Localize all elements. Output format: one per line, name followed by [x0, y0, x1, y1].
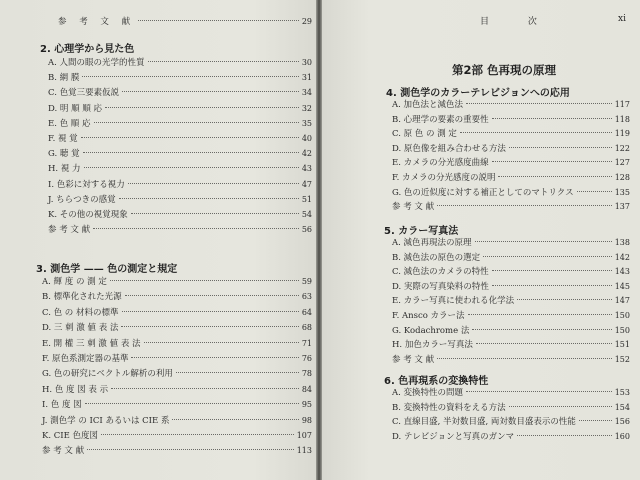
leader-dots: [509, 406, 612, 407]
running-header: 目 次: [480, 17, 555, 27]
leader-dots: [85, 403, 299, 404]
toc-entry: [48, 57, 312, 69]
chapter-heading: 6. 色再現系の変換特性: [384, 376, 489, 387]
toc-entry-page: 150: [614, 325, 630, 335]
toc-entry-label: I. 色彩に対する視力: [48, 179, 125, 190]
toc-entry: [392, 295, 630, 307]
toc-entry-page: 35: [301, 118, 312, 128]
toc-entry: [42, 399, 312, 411]
leader-dots: [579, 420, 612, 421]
leader-dots: [498, 176, 611, 177]
toc-entry: [392, 402, 630, 414]
toc-entry-label: H. 視 力: [48, 164, 81, 175]
toc-entry: [42, 415, 312, 427]
toc-entry-label: H. 加色カラー写真法: [392, 340, 473, 351]
leader-dots: [472, 329, 611, 330]
toc-entry-label: B. 減色法の原色の選定: [392, 252, 481, 263]
toc-entry-label: C. 原 色 の 測 定: [392, 129, 457, 140]
toc-entry-page: 151: [614, 340, 630, 350]
toc-entry-label: F. 視 覚: [48, 134, 78, 144]
chapter-heading: 5. カラー写真法: [384, 226, 459, 237]
toc-entry-page: 127: [614, 158, 630, 168]
leader-dots: [437, 205, 612, 206]
leader-dots: [131, 213, 299, 214]
toc-entry: [48, 163, 312, 175]
toc-entry: [42, 353, 312, 365]
toc-entry-page: 118: [614, 114, 630, 124]
toc-entry-label: A. 輝 度 の 測 定: [42, 277, 107, 287]
toc-entry-label: H. 色 度 図 表 示: [42, 384, 109, 395]
leader-dots: [119, 198, 299, 199]
toc-entry-page: 137: [614, 202, 630, 212]
toc-entry-label: E. 色 順 応: [48, 118, 91, 129]
toc-entry-label: E. カラー写真に使われる化学法: [392, 296, 515, 307]
leader-dots: [105, 107, 299, 108]
toc-entry-page: 98: [301, 415, 312, 425]
toc-entry-label: 参 考 文 献: [58, 17, 136, 27]
toc-entry-label: 参 考 文 献: [42, 446, 85, 457]
toc-entry-page: 150: [614, 311, 630, 320]
toc-entry-page: 153: [614, 388, 630, 397]
leader-dots: [460, 132, 612, 133]
toc-entry: [48, 194, 312, 206]
leader-dots: [110, 280, 299, 281]
toc-entry: [48, 87, 312, 99]
toc-entry: [48, 224, 312, 236]
toc-entry: [42, 338, 312, 350]
toc-entry: [392, 99, 630, 111]
toc-entry-page: 43: [301, 164, 312, 174]
leader-dots: [509, 147, 612, 148]
toc-entry-label: F. 原色系測定器の基準: [42, 354, 129, 364]
toc-entry-page: 138: [614, 238, 630, 247]
toc-entry-page: 142: [614, 252, 630, 262]
toc-entry-label: E. 開 權 三 刺 激 値 表 法: [42, 338, 141, 349]
toc-entry-label: G. 聴 覚: [48, 149, 80, 160]
leader-dots: [492, 285, 612, 286]
toc-entry: [392, 416, 630, 428]
toc-entry: [48, 72, 312, 84]
toc-entry-label: D. 三 刺 激 値 表 法: [42, 323, 119, 334]
leader-dots: [172, 419, 298, 420]
leader-dots: [121, 326, 298, 327]
toc-entry-page: 71: [301, 338, 312, 348]
part-title: 第2部 色再現の原理: [452, 63, 557, 77]
toc-entry: [392, 128, 630, 140]
toc-entry: [58, 16, 312, 28]
toc-entry-label: C. 減色法のカメラの特性: [392, 267, 489, 278]
toc-entry: [392, 431, 630, 443]
toc-entry: [42, 384, 312, 396]
leader-dots: [492, 161, 612, 162]
toc-entry-page: 32: [301, 103, 312, 113]
toc-entry-page: 78: [301, 369, 312, 379]
toc-entry: [42, 291, 312, 303]
toc-entry-page: 117: [614, 100, 630, 109]
leader-dots: [577, 191, 612, 192]
toc-entry-label: 参 考 文 献: [392, 354, 435, 365]
page-number: xi: [618, 14, 626, 24]
toc-entry-page: 64: [301, 307, 312, 317]
toc-entry: [392, 281, 630, 293]
toc-entry-label: B. 網 膜: [48, 73, 80, 84]
toc-entry-page: 107: [296, 431, 312, 440]
leader-dots: [144, 342, 299, 343]
toc-entry: [42, 368, 312, 380]
toc-entry-label: G. Kodachrome 法: [392, 325, 470, 336]
toc-entry: [392, 157, 630, 169]
leader-dots: [466, 103, 612, 104]
toc-entry-label: G. 色の近似度に対する補正としてのマトリクス: [392, 187, 574, 198]
toc-entry-label: B. 変換特性の資料をえる方法: [392, 402, 506, 413]
toc-entry-page: 156: [614, 417, 630, 427]
toc-entry-label: B. 標準化された光源: [42, 292, 122, 303]
toc-entry-label: B. 心理学の要素の重要性: [392, 114, 489, 125]
toc-entry-page: 160: [614, 431, 630, 441]
leader-dots: [492, 118, 612, 119]
leader-dots: [483, 256, 612, 257]
toc-entry: [42, 430, 312, 442]
toc-entry: [48, 148, 312, 160]
toc-entry: [392, 387, 630, 399]
leader-dots: [476, 343, 612, 344]
toc-entry-page: 63: [301, 292, 312, 302]
toc-entry: [42, 445, 312, 457]
leader-dots: [83, 152, 299, 153]
toc-entry-label: D. 原色像を組み合わせる方法: [392, 143, 506, 154]
toc-entry-label: C. 色 の 材料の標準: [42, 307, 119, 318]
toc-entry-label: K. その他の視覚現象: [48, 210, 128, 220]
toc-entry-label: A. 減色再現法の原理: [392, 238, 472, 248]
leader-dots: [122, 311, 299, 312]
toc-entry: [48, 179, 312, 191]
left-page: [0, 0, 316, 480]
toc-entry: [392, 266, 630, 278]
toc-entry-page: 40: [301, 134, 312, 143]
toc-entry: [392, 310, 630, 322]
toc-entry-page: 59: [301, 277, 312, 286]
chapter-heading: 4. 測色学のカラーテレビジョンへの応用: [386, 88, 570, 99]
toc-entry: [392, 172, 630, 184]
toc-entry-page: 154: [614, 402, 630, 412]
toc-entry: [392, 114, 630, 126]
toc-entry: [48, 118, 312, 130]
toc-entry-page: 143: [614, 267, 630, 277]
toc-entry: [392, 339, 630, 351]
toc-entry-label: G. 色の研究にベクトル解析の利用: [42, 369, 173, 380]
toc-entry-page: 152: [614, 354, 630, 364]
toc-entry-page: 51: [301, 194, 312, 204]
leader-dots: [517, 299, 612, 300]
toc-entry-label: F. カメラの分光感度の説明: [392, 173, 496, 183]
leader-dots: [128, 183, 299, 184]
toc-entry: [392, 143, 630, 155]
right-page: [322, 0, 640, 480]
toc-entry-page: 95: [301, 400, 312, 410]
leader-dots: [468, 314, 612, 315]
toc-entry-label: D. テレビジョンと写真のガンマ: [392, 431, 515, 442]
toc-entry-label: C. 直線目盛, 半対数目盛, 両対数目盛表示の性能: [392, 417, 576, 428]
toc-entry-label: J. ちらつきの感覚: [48, 194, 116, 205]
toc-entry-page: 122: [614, 143, 630, 153]
leader-dots: [81, 137, 299, 138]
toc-entry-page: 47: [301, 179, 312, 189]
leader-dots: [475, 241, 612, 242]
toc-entry-page: 76: [301, 354, 312, 363]
leader-dots: [84, 167, 299, 168]
toc-entry-page: 68: [301, 323, 312, 333]
leader-dots: [82, 76, 298, 77]
leader-dots: [517, 435, 612, 436]
chapter-heading: 3. 測色学 —— 色の測定と規定: [36, 264, 178, 275]
leader-dots: [94, 122, 299, 123]
toc-entry-page: 113: [296, 446, 312, 456]
toc-entry: [392, 325, 630, 337]
toc-entry: [48, 103, 312, 115]
toc-entry-label: 参 考 文 献: [48, 225, 91, 236]
toc-entry-label: C. 色覚三要素仮説: [48, 88, 120, 99]
toc-entry-page: 128: [614, 173, 630, 182]
leader-dots: [437, 358, 612, 359]
toc-entry-label: A. 加色法と減色法: [392, 100, 464, 110]
toc-entry-page: 29: [301, 17, 312, 26]
toc-entry-label: E. カメラの分光感度曲線: [392, 158, 489, 169]
toc-entry: [392, 237, 630, 249]
toc-entry-label: A. 人間の眼の光学的性質: [48, 58, 145, 68]
leader-dots: [492, 270, 612, 271]
leader-dots: [111, 388, 299, 389]
toc-entry: [392, 354, 630, 366]
toc-entry-label: 参 考 文 献: [392, 202, 435, 213]
toc-entry-page: 119: [614, 129, 630, 139]
leader-dots: [138, 20, 299, 21]
toc-entry-label: D. 明 順 順 応: [48, 103, 103, 114]
leader-dots: [93, 228, 299, 229]
leader-dots: [87, 449, 294, 450]
toc-entry: [48, 133, 312, 145]
toc-entry-page: 147: [614, 296, 630, 306]
toc-entry-page: 145: [614, 281, 630, 291]
toc-entry: [42, 307, 312, 319]
toc-entry: [42, 276, 312, 288]
leader-dots: [148, 61, 299, 62]
toc-entry: [392, 201, 630, 213]
leader-dots: [466, 391, 612, 392]
toc-entry-page: 135: [614, 187, 630, 197]
leader-dots: [125, 295, 299, 296]
toc-entry-label: K. CIE 色度図: [42, 431, 99, 441]
toc-entry-page: 56: [301, 225, 312, 235]
toc-entry: [48, 209, 312, 221]
leader-dots: [122, 91, 299, 92]
toc-entry-page: 34: [301, 88, 312, 98]
toc-entry-page: 84: [301, 384, 312, 394]
toc-entry: [392, 252, 630, 264]
toc-entry-label: J. 測色学 の ICI あるいは CIE 系: [42, 415, 170, 426]
toc-entry-label: A. 変換特性の問題: [392, 388, 464, 398]
toc-entry: [392, 187, 630, 199]
toc-entry-label: D. 実際の写真染料の特性: [392, 281, 489, 292]
toc-entry-page: 42: [301, 149, 312, 159]
toc-entry-page: 54: [301, 210, 312, 219]
toc-entry-page: 31: [301, 73, 312, 83]
leader-dots: [176, 372, 299, 373]
leader-dots: [101, 434, 294, 435]
chapter-heading: 2. 心理学から見た色: [40, 44, 135, 55]
toc-entry-label: I. 色 度 図: [42, 400, 82, 411]
toc-entry: [42, 322, 312, 334]
toc-entry-page: 30: [301, 58, 312, 67]
toc-entry-label: F. Ansco カラー法: [392, 311, 465, 321]
leader-dots: [131, 357, 298, 358]
